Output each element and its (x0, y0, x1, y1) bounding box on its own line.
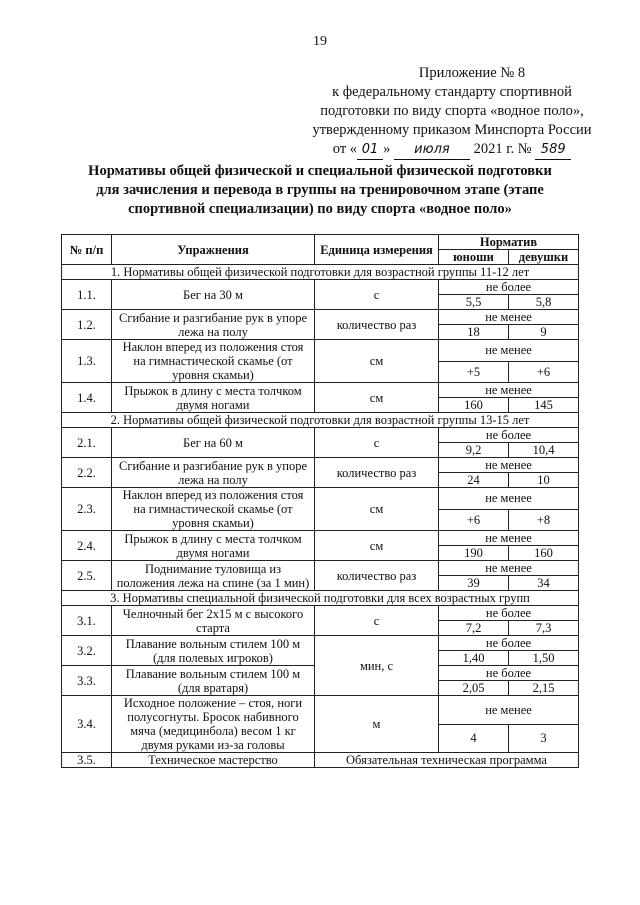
norm-condition: не менее (439, 531, 579, 546)
exercise-name: Прыжок в длину с места толчком двумя ногами (112, 383, 315, 413)
norm-condition: не более (439, 280, 579, 295)
unit: см (315, 531, 439, 561)
order-date-line (302, 140, 602, 160)
section-row (62, 591, 579, 606)
exercise-name: Бег на 30 м (112, 280, 315, 310)
exercise-name: Сгибание и разгибание рук в упоре лежа на полу (112, 458, 315, 488)
exercise-name: Челночный бег 2х15 м с высокого старта (112, 606, 315, 636)
girls-value: 9 (509, 325, 579, 340)
handwritten-day: 01 (357, 140, 383, 160)
standards-table (61, 234, 579, 768)
exercise-name: Сгибание и разгибание рук в упоре лежа на полу (112, 310, 315, 340)
row-number: 2.1. (62, 428, 112, 458)
girls-value: +8 (509, 509, 579, 531)
exercise-name: Плавание вольным стилем 100 м (для вратаря) (112, 666, 315, 696)
document-title (60, 162, 580, 219)
section-title: 2. Нормативы общей физической подготовки для возрастной группы 13-15 лет (62, 413, 579, 428)
row-number: 1.1. (62, 280, 112, 310)
unit: количество раз (315, 561, 439, 591)
boys-value: 18 (439, 325, 509, 340)
exercise-name: Техническое мастерство (112, 753, 315, 768)
boys-value: 9,2 (439, 443, 509, 458)
exercise-name: Исходное положение – стоя, ноги полусогнуты. Бросок набивного мяча (медицинбола) весом 1 кг двумя руками из-за головы (112, 696, 315, 753)
row-number: 2.5. (62, 561, 112, 591)
title-line: Нормативы общей физической и специальной физической подготовки (88, 163, 552, 179)
boys-value: 2,05 (439, 681, 509, 696)
girls-value: 2,15 (509, 681, 579, 696)
norm-condition: не менее (439, 383, 579, 398)
header-girls: девушки (509, 250, 579, 265)
section-title: 1. Нормативы общей физической подготовки для возрастной группы 11-12 лет (62, 265, 579, 280)
exercise-name: Бег на 60 м (112, 428, 315, 458)
norm-condition: не менее (439, 488, 579, 510)
title-line: для зачисления и перевода в группы на тренировочном этапе (этапе (96, 182, 544, 198)
boys-value: 190 (439, 546, 509, 561)
table-row (62, 696, 579, 725)
appendix-header (302, 64, 602, 160)
boys-value: 4 (439, 724, 509, 753)
norm-condition: не более (439, 666, 579, 681)
table-row (62, 531, 579, 546)
header-boys: юноши (439, 250, 509, 265)
boys-value: 7,2 (439, 621, 509, 636)
unit: м (315, 696, 439, 753)
table-row (62, 428, 579, 443)
appendix-line: к федеральному стандарту спортивной (332, 84, 572, 100)
section-row (62, 413, 579, 428)
girls-value: +6 (509, 361, 579, 383)
girls-value: 10,4 (509, 443, 579, 458)
date-prefix: от « (332, 141, 358, 157)
girls-value: 5,8 (509, 295, 579, 310)
unit: см (315, 383, 439, 413)
exercise-name: Поднимание туловища из положения лежа на спине (за 1 мин) (112, 561, 315, 591)
norm-condition: не менее (439, 696, 579, 725)
boys-value: 39 (439, 576, 509, 591)
header-unit: Единица измерения (315, 235, 439, 265)
row-number: 3.1. (62, 606, 112, 636)
row-number: 3.5. (62, 753, 112, 768)
girls-value: 145 (509, 398, 579, 413)
boys-value: 5,5 (439, 295, 509, 310)
unit: с (315, 428, 439, 458)
girls-value: 1,50 (509, 651, 579, 666)
table-row (62, 310, 579, 325)
row-number: 1.2. (62, 310, 112, 340)
table-row (62, 340, 579, 362)
norm-condition: не менее (439, 340, 579, 362)
norm-condition: не более (439, 428, 579, 443)
section-row (62, 265, 579, 280)
boys-value: +5 (439, 361, 509, 383)
exercise-name: Прыжок в длину с места толчком двумя ногами (112, 531, 315, 561)
boys-value: 160 (439, 398, 509, 413)
exercise-name: Наклон вперед из положения стоя на гимнастической скамье (от уровня скамьи) (112, 488, 315, 531)
table-row (62, 606, 579, 621)
table-row (62, 458, 579, 473)
header-norm: Норматив (439, 235, 579, 250)
unit: количество раз (315, 458, 439, 488)
row-number: 2.2. (62, 458, 112, 488)
table-row (62, 753, 579, 768)
boys-value: 1,40 (439, 651, 509, 666)
table-row (62, 383, 579, 398)
unit: см (315, 340, 439, 383)
norm-condition: не менее (439, 561, 579, 576)
norm-condition: не более (439, 636, 579, 651)
unit: с (315, 606, 439, 636)
handwritten-month: июля (394, 140, 470, 160)
page-number: 19 (313, 34, 327, 49)
exercise-name: Наклон вперед из положения стоя на гимнастической скамье (от уровня скамьи) (112, 340, 315, 383)
table-row (62, 488, 579, 510)
technical-program: Обязательная техническая программа (315, 753, 579, 768)
header-exercise: Упражнения (112, 235, 315, 265)
handwritten-order-number: 589 (535, 140, 571, 160)
exercise-name: Плавание вольным стилем 100 м (для полевых игроков) (112, 636, 315, 666)
date-mid: » (383, 141, 391, 157)
row-number: 3.2. (62, 636, 112, 666)
row-number: 2.4. (62, 531, 112, 561)
table-row (62, 280, 579, 295)
girls-value: 160 (509, 546, 579, 561)
norm-condition: не менее (439, 458, 579, 473)
unit: количество раз (315, 310, 439, 340)
table-row (62, 636, 579, 651)
unit: с (315, 280, 439, 310)
row-number: 2.3. (62, 488, 112, 531)
appendix-line: утвержденному приказом Минспорта России (312, 122, 592, 138)
title-line: спортивной специализации) по виду спорта «водное поло» (128, 201, 512, 217)
row-number: 1.4. (62, 383, 112, 413)
section-title: 3. Нормативы специальной физической подготовки для всех возрастных групп (62, 591, 579, 606)
table-row (62, 561, 579, 576)
girls-value: 34 (509, 576, 579, 591)
boys-value: +6 (439, 509, 509, 531)
appendix-line: подготовки по виду спорта «водное поло», (320, 103, 584, 119)
boys-value: 24 (439, 473, 509, 488)
row-number: 3.4. (62, 696, 112, 753)
girls-value: 7,3 (509, 621, 579, 636)
header-num: № п/п (62, 235, 112, 265)
unit: мин, с (315, 636, 439, 696)
appendix-title: Приложение № 8 (418, 65, 526, 81)
row-number: 1.3. (62, 340, 112, 383)
row-number: 3.3. (62, 666, 112, 696)
norm-condition: не менее (439, 310, 579, 325)
norm-condition: не более (439, 606, 579, 621)
year-text: 2021 г. № (473, 141, 532, 157)
unit: см (315, 488, 439, 531)
girls-value: 10 (509, 473, 579, 488)
girls-value: 3 (509, 724, 579, 753)
